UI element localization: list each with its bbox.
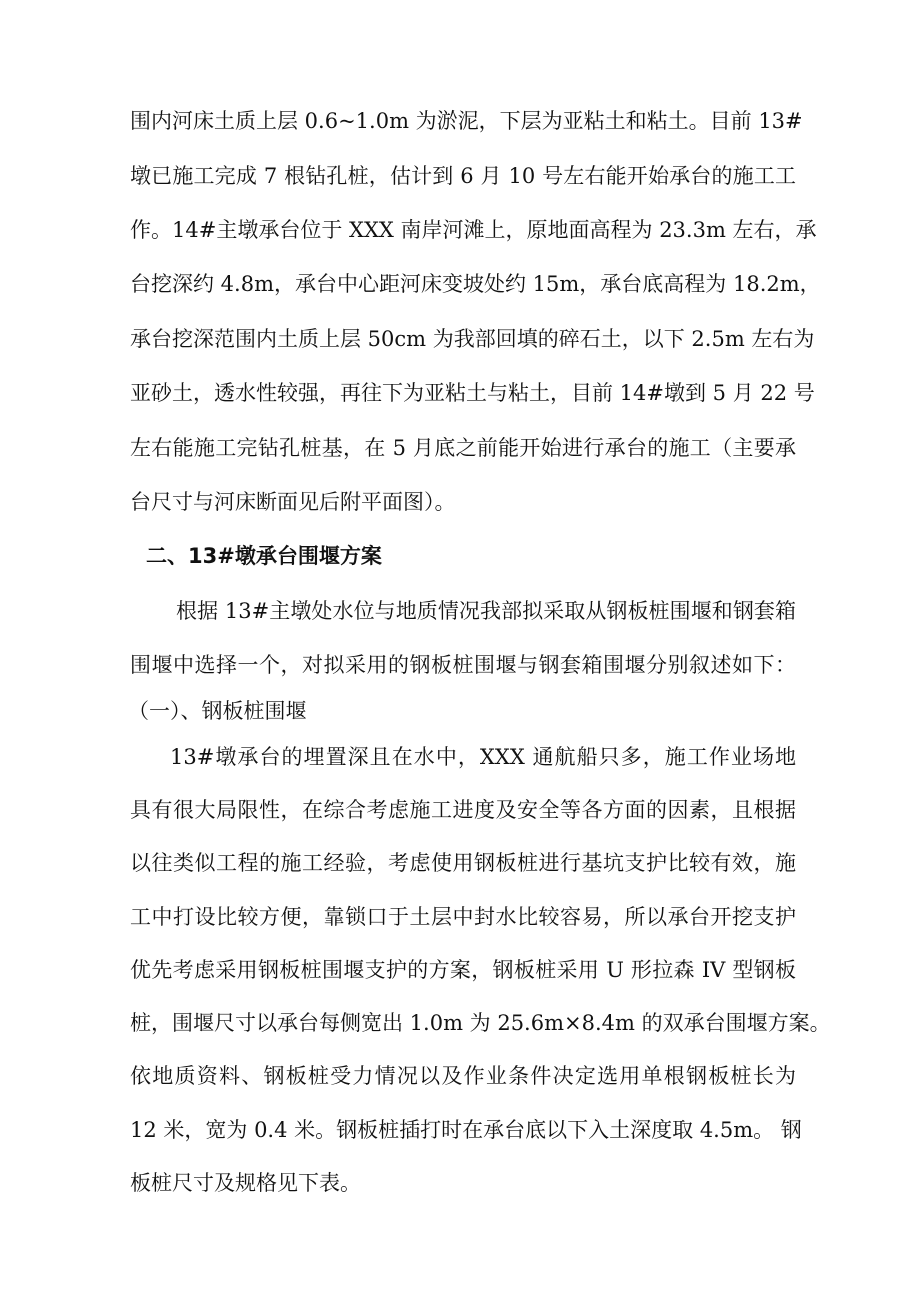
paragraph3-line-3: 以往类似工程的施工经验，考虑使用钢板桩进行基坑支护比较有效，施	[130, 851, 796, 875]
paragraph3-line-8: 12 米，宽为 0.4 米。钢板桩插打时在承台底以下入土深度取 4.5m。 钢	[130, 1118, 802, 1142]
paragraph3-line-5: 优先考虑采用钢板桩围堰支护的方案，钢板桩采用 U 形拉森 IV 型钢板	[130, 958, 796, 982]
paragraph1-line-7: 左右能施工完钻孔桩基，在 5 月底之前能开始进行承台的施工（主要承	[130, 436, 796, 460]
paragraph1-line-8: 台尺寸与河床断面见后附平面图）。	[130, 490, 456, 514]
paragraph3-line-2: 具有很大局限性，在综合考虑施工进度及安全等各方面的因素，且根据	[130, 798, 796, 822]
paragraph1-line-6: 亚砂土，透水性较强，再往下为亚粘土与粘土，目前 14#墩到 5 月 22 号	[130, 381, 815, 405]
paragraph2-line-1: 根据 13#主墩处水位与地质情况我部拟采取从钢板桩围堰和钢套箱	[176, 599, 796, 623]
paragraph3-line-6: 桩，围堰尺寸以承台每侧宽出 1.0m 为 25.6m×8.4m 的双承台围堰方案。	[130, 1011, 831, 1035]
paragraph1-line-2: 墩已施工完成 7 根钻孔桩，估计到 6 月 10 号左右能开始承台的施工工	[130, 164, 796, 188]
paragraph1-line-1: 围内河床土质上层 0.6~1.0m 为淤泥，下层为亚粘土和粘土。目前 13#	[130, 109, 803, 133]
paragraph1-line-4: 台挖深约 4.8m，承台中心距河床变坡处约 15m，承台底高程为 18.2m，	[130, 272, 821, 296]
paragraph1-line-5: 承台挖深范围内土质上层 50cm 为我部回填的碎石土，以下 2.5m 左右为	[130, 327, 815, 351]
subheading: （一）、钢板桩围堰	[128, 699, 307, 723]
paragraph2-line-2: 围堰中选择一个，对拟采用的钢板桩围堰与钢套箱围堰分别叙述如下：	[130, 653, 796, 677]
section-heading: 二、13#墩承台围堰方案	[146, 544, 382, 568]
paragraph3-line-7: 依地质资料、钢板桩受力情况以及作业条件决定选用单根钢板桩长为	[130, 1064, 796, 1088]
paragraph3-line-9: 板桩尺寸及规格见下表。	[130, 1171, 361, 1195]
paragraph3-line-4: 工中打设比较方便，靠锁口于土层中封水比较容易，所以承台开挖支护	[130, 905, 796, 929]
paragraph3-line-1: 13#墩承台的埋置深且在水中，XXX 通航船只多，施工作业场地	[170, 745, 796, 769]
paragraph1-line-3: 作。14#主墩承台位于 XXX 南岸河滩上，原地面高程为 23.3m 左右，承	[130, 218, 817, 242]
